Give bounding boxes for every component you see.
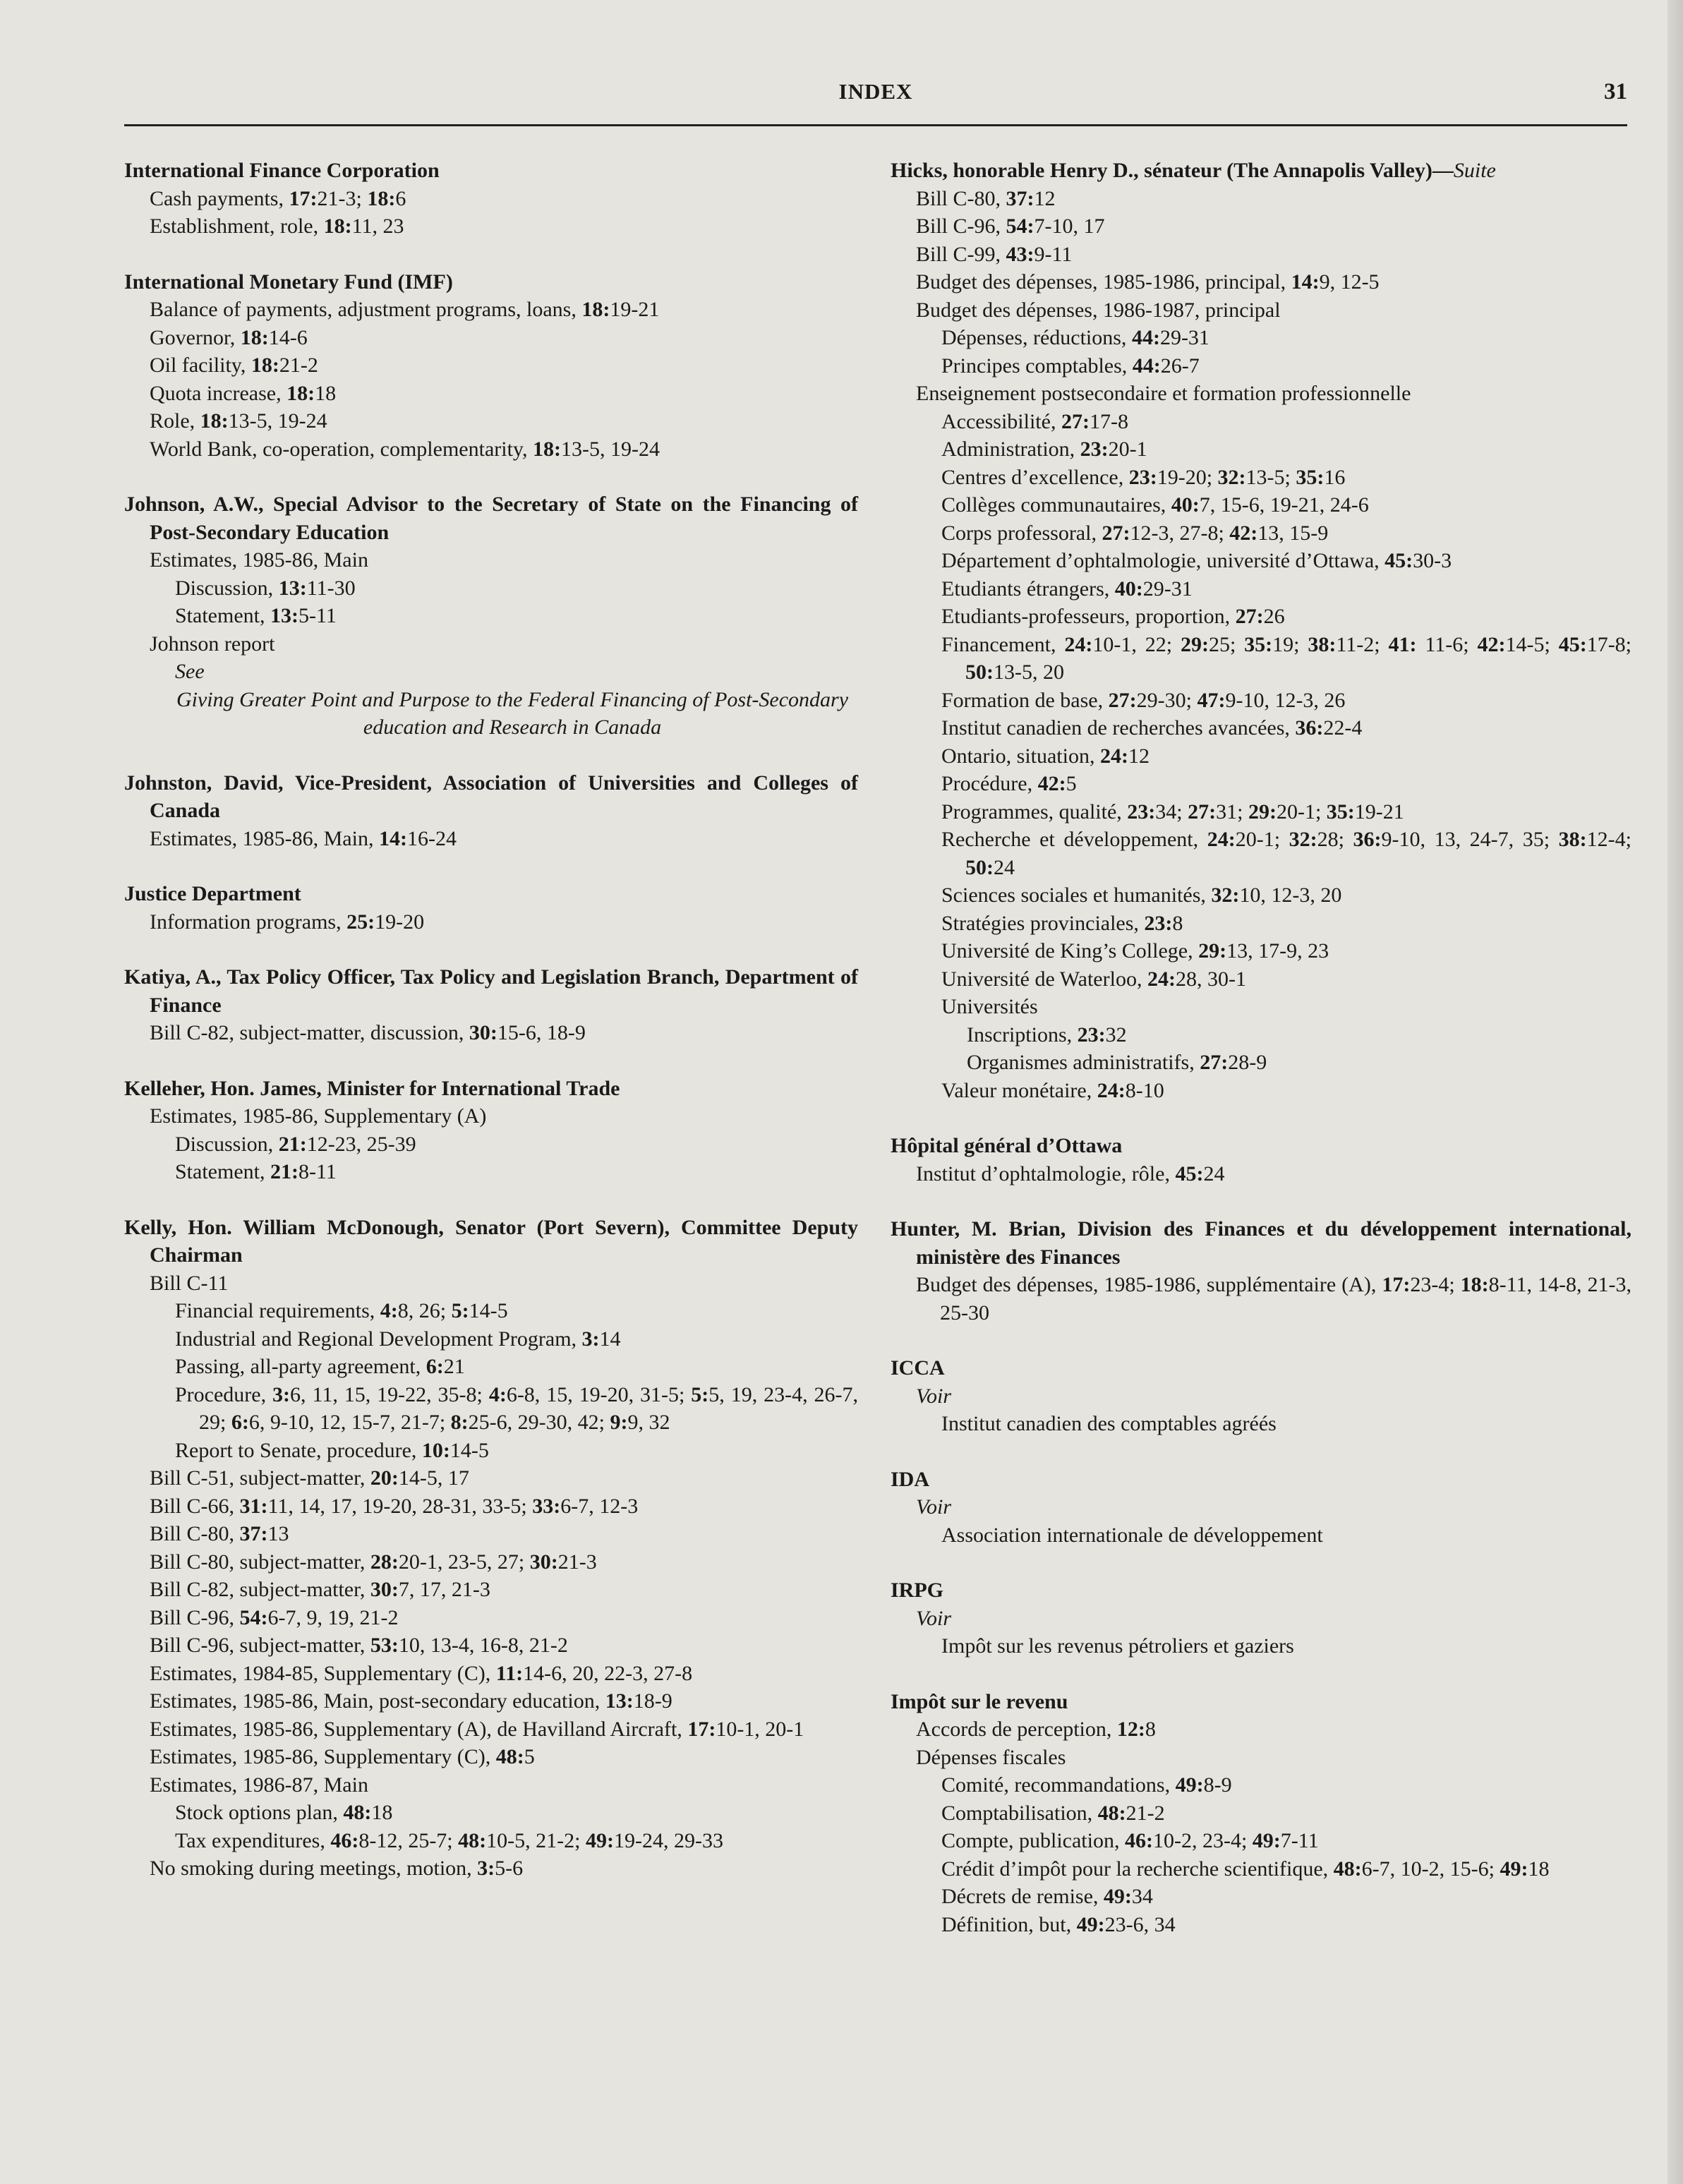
entry-subline: Procédure, 42:5 (941, 772, 1077, 795)
entry-subline: Accessibilité, 27:17-8 (941, 409, 1128, 433)
index-entry (891, 157, 1631, 1104)
entry-heading: IRPG (891, 1579, 943, 1602)
index-entry (124, 963, 858, 1047)
entry-subline: Bill C-96, 54:7-10, 17 (916, 215, 1105, 238)
index-entry (124, 490, 858, 742)
entry-subline: Statement, 21:8-11 (175, 1160, 337, 1183)
entry-subline: Association internationale de développement (941, 1523, 1323, 1547)
entry-subline: Crédit d’impôt pour la recherche scientifique, 48:6-7, 10-2, 15-6; 49:18 (941, 1857, 1550, 1881)
running-head (124, 79, 1627, 116)
entry-subline: Giving Greater Point and Purpose to the Federal Financing of Post-Secondary education and Research in Canada (176, 687, 849, 739)
entry-subline: Passing, all-party agreement, 6:21 (175, 1355, 465, 1378)
entry-subline: Programmes, qualité, 23:34; 27:31; 29:20-1; 35:19-21 (941, 800, 1404, 823)
entry-heading: Hicks, honorable Henry D., sénateur (The Annapolis Valley)—Suite (891, 159, 1496, 182)
entry-heading: International Monetary Fund (IMF) (124, 270, 453, 294)
entry-subline: Estimates, 1985-86, Supplementary (A), de Havilland Aircraft, 17:10-1, 20-1 (150, 1717, 804, 1741)
entry-subline: Voir (916, 1606, 952, 1630)
entry-subline: Stratégies provinciales, 23:8 (941, 911, 1183, 935)
entry-subline: Estimates, 1985-86, Main (150, 548, 368, 572)
index-column-right (891, 157, 1631, 1966)
entry-heading: Johnston, David, Vice-President, Association of Universities and Colleges of Canada (124, 771, 858, 822)
entry-subline: Comptabilisation, 48:21-2 (941, 1801, 1165, 1825)
entry-subline: Recherche et développement, 24:20-1; 32:28; 36:9-10, 13, 24-7, 35; 38:12-4; 50:24 (941, 828, 1631, 879)
entry-subline: Bill C-96, subject-matter, 53:10, 13-4, 16-8, 21-2 (150, 1634, 568, 1657)
entry-heading: International Finance Corporation (124, 159, 440, 182)
entry-subline: Estimates, 1985-86, Main, 14:16-24 (150, 826, 457, 850)
entry-subline: Budget des dépenses, 1985-1986, supplémentaire (A), 17:23-4; 18:8-11, 14-8, 21-3, 25-30 (916, 1273, 1632, 1325)
entry-subline: Voir (916, 1495, 952, 1519)
entry-subline: Compte, publication, 46:10-2, 23-4; 49:7-11 (941, 1829, 1319, 1852)
entry-heading: ICCA (891, 1356, 945, 1380)
index-entry (891, 1576, 1631, 1660)
entry-subline: Bill C-80, 37:12 (916, 186, 1056, 210)
entry-subline: Cash payments, 17:21-3; 18:6 (150, 186, 406, 210)
entry-subline: Bill C-99, 43:9-11 (916, 242, 1073, 266)
entry-subline: Bill C-66, 31:11, 14, 17, 19-20, 28-31, 33-5; 33:6-7, 12-3 (150, 1494, 639, 1518)
index-entry (124, 1214, 858, 1883)
entry-subline: Université de King’s College, 29:13, 17-9, 23 (941, 939, 1329, 963)
entry-subline: Bill C-51, subject-matter, 20:14-5, 17 (150, 1466, 469, 1490)
index-entry (124, 1075, 858, 1186)
page-number: 31 (1604, 79, 1627, 104)
entry-heading: Kelly, Hon. William McDonough, Senator (Port Severn), Committee Deputy Chairman (124, 1215, 858, 1267)
entry-subline: Bill C-80, 37:13 (150, 1522, 289, 1545)
entry-subline: Impôt sur les revenus pétroliers et gaziers (941, 1634, 1294, 1658)
entry-heading: Hôpital général d’Ottawa (891, 1134, 1123, 1157)
entry-subline: Corps professoral, 27:12-3, 27-8; 42:13, 15-9 (941, 521, 1329, 545)
entry-subline: Formation de base, 27:29-30; 47:9-10, 12-3, 26 (941, 688, 1346, 712)
entry-subline: Comité, recommandations, 49:8-9 (941, 1773, 1232, 1797)
entry-subline: Principes comptables, 44:26-7 (941, 354, 1200, 378)
index-entry (124, 157, 858, 241)
entry-subline: Johnson report (150, 632, 275, 656)
entry-subline: Report to Senate, procedure, 10:14-5 (175, 1438, 489, 1462)
entry-heading: Hunter, M. Brian, Division des Finances et du développement international, ministère des Finances (891, 1217, 1631, 1269)
entry-heading: IDA (891, 1467, 930, 1491)
entry-subline: Dépenses fiscales (916, 1745, 1066, 1769)
header-rule (124, 124, 1627, 126)
index-entry (124, 268, 858, 464)
page-title: INDEX (838, 79, 913, 104)
entry-subline: Etudiants étrangers, 40:29-31 (941, 577, 1193, 601)
entry-subline: Estimates, 1986-87, Main (150, 1773, 368, 1797)
entry-subline: Centres d’excellence, 23:19-20; 32:13-5; 35:16 (941, 465, 1346, 489)
entry-subline: Université de Waterloo, 24:28, 30-1 (941, 967, 1246, 991)
entry-subline: Procedure, 3:6, 11, 15, 19-22, 35-8; 4:6-8, 15, 19-20, 31-5; 5:5, 19, 23-4, 26-7, 29; 6:6, 9-10, 12, 15-7, 21-7; 8:25-6, 29-30, 42; 9:9, 32 (175, 1382, 859, 1434)
entry-subline: Organismes administratifs, 27:28-9 (967, 1051, 1267, 1074)
entry-subline: Universités (941, 995, 1038, 1018)
entry-subline: Bill C-82, subject-matter, discussion, 30:15-6, 18-9 (150, 1021, 586, 1044)
entry-heading: Katiya, A., Tax Policy Officer, Tax Policy and Legislation Branch, Department of Finance (124, 965, 858, 1017)
entry-heading: Johnson, A.W., Special Advisor to the Secretary of State on the Financing of Post-Secondary Education (124, 493, 858, 544)
entry-subline: Institut canadien des comptables agréés (941, 1412, 1277, 1435)
entry-subline: Estimates, 1985-86, Supplementary (C), 48:5 (150, 1745, 535, 1768)
entry-subline: Bill C-82, subject-matter, 30:7, 17, 21-3 (150, 1578, 490, 1601)
entry-subline: Etudiants-professeurs, proportion, 27:26 (941, 605, 1285, 628)
entry-subline: Industrial and Regional Development Program, 3:14 (175, 1327, 621, 1351)
entry-subline: Budget des dépenses, 1985-1986, principal, 14:9, 12-5 (916, 270, 1380, 294)
index-entry (891, 1688, 1631, 1939)
index-entry (124, 880, 858, 936)
entry-subline: Financement, 24:10-1, 22; 29:25; 35:19; 38:11-2; 41: 11-6; 42:14-5; 45:17-8; 50:13-5, 20 (941, 632, 1632, 684)
entry-subline: Institut d’ophtalmologie, rôle, 45:24 (916, 1162, 1225, 1185)
entry-subline: Inscriptions, 23:32 (967, 1022, 1127, 1046)
index-entry (124, 769, 858, 853)
entry-subline: Oil facility, 18:21-2 (150, 354, 318, 377)
entry-subline: Quota increase, 18:18 (150, 381, 337, 405)
entry-subline: Département d’ophtalmologie, université d’Ottawa, 45:30-3 (941, 549, 1452, 572)
entry-subline: Collèges communautaires, 40:7, 15-6, 19-21, 24-6 (941, 493, 1369, 517)
entry-subline: Institut canadien de recherches avancées, 36:22-4 (941, 716, 1363, 740)
entry-subline: No smoking during meetings, motion, 3:5-6 (150, 1857, 524, 1880)
index-column-left (124, 157, 858, 1910)
page-edge (1667, 0, 1683, 2184)
entry-subline: Statement, 13:5-11 (175, 604, 337, 627)
entry-subline: Valeur monétaire, 24:8-10 (941, 1078, 1164, 1102)
entry-subline: Ontario, situation, 24:12 (941, 744, 1150, 768)
entry-subline: See (175, 660, 205, 683)
entry-subline: Estimates, 1984-85, Supplementary (C), 11:14-6, 20, 22-3, 27-8 (150, 1661, 693, 1685)
entry-subline: Information programs, 25:19-20 (150, 910, 425, 934)
entry-subline: Estimates, 1985-86, Supplementary (A) (150, 1104, 487, 1128)
entry-subline: Accords de perception, 12:8 (916, 1718, 1156, 1741)
entry-subline: Discussion, 21:12-23, 25-39 (175, 1132, 416, 1156)
entry-subline: Définition, but, 49:23-6, 34 (941, 1912, 1176, 1936)
entry-subline: Bill C-11 (150, 1271, 229, 1295)
entry-heading: Kelleher, Hon. James, Minister for International Trade (124, 1076, 620, 1100)
entry-subline: Establishment, role, 18:11, 23 (150, 215, 404, 238)
entry-subline: World Bank, co-operation, complementarity, 18:13-5, 19-24 (150, 437, 660, 461)
index-entry (891, 1132, 1631, 1188)
entry-subline: Bill C-80, subject-matter, 28:20-1, 23-5, 27; 30:21-3 (150, 1550, 597, 1574)
index-entry (891, 1466, 1631, 1550)
entry-subline: Administration, 23:20-1 (941, 438, 1147, 461)
entry-subline: Sciences sociales et humanités, 32:10, 12-3, 20 (941, 883, 1342, 907)
index-entry (891, 1354, 1631, 1438)
entry-subline: Décrets de remise, 49:34 (941, 1885, 1153, 1908)
entry-subline: Stock options plan, 48:18 (175, 1801, 393, 1824)
entry-subline: Enseignement postsecondaire et formation professionnelle (916, 382, 1411, 405)
entry-subline: Balance of payments, adjustment programs, loans, 18:19-21 (150, 298, 660, 321)
entry-subline: Voir (916, 1384, 952, 1408)
entry-heading: Impôt sur le revenu (891, 1689, 1068, 1713)
entry-subline: Bill C-96, 54:6-7, 9, 19, 21-2 (150, 1605, 399, 1629)
entry-subline: Tax expenditures, 46:8-12, 25-7; 48:10-5, 21-2; 49:19-24, 29-33 (175, 1828, 723, 1852)
entry-heading: Justice Department (124, 882, 301, 905)
entry-subline: Budget des dépenses, 1986-1987, principal (916, 298, 1281, 322)
entry-subline: Financial requirements, 4:8, 26; 5:14-5 (175, 1299, 508, 1322)
entry-subline: Discussion, 13:11-30 (175, 576, 356, 600)
entry-subline: Dépenses, réductions, 44:29-31 (941, 326, 1210, 349)
entry-subline: Role, 18:13-5, 19-24 (150, 409, 327, 433)
entry-subline: Estimates, 1985-86, Main, post-secondary education, 13:18-9 (150, 1689, 672, 1713)
index-entry (891, 1215, 1631, 1327)
entry-subline: Governor, 18:14-6 (150, 325, 308, 349)
